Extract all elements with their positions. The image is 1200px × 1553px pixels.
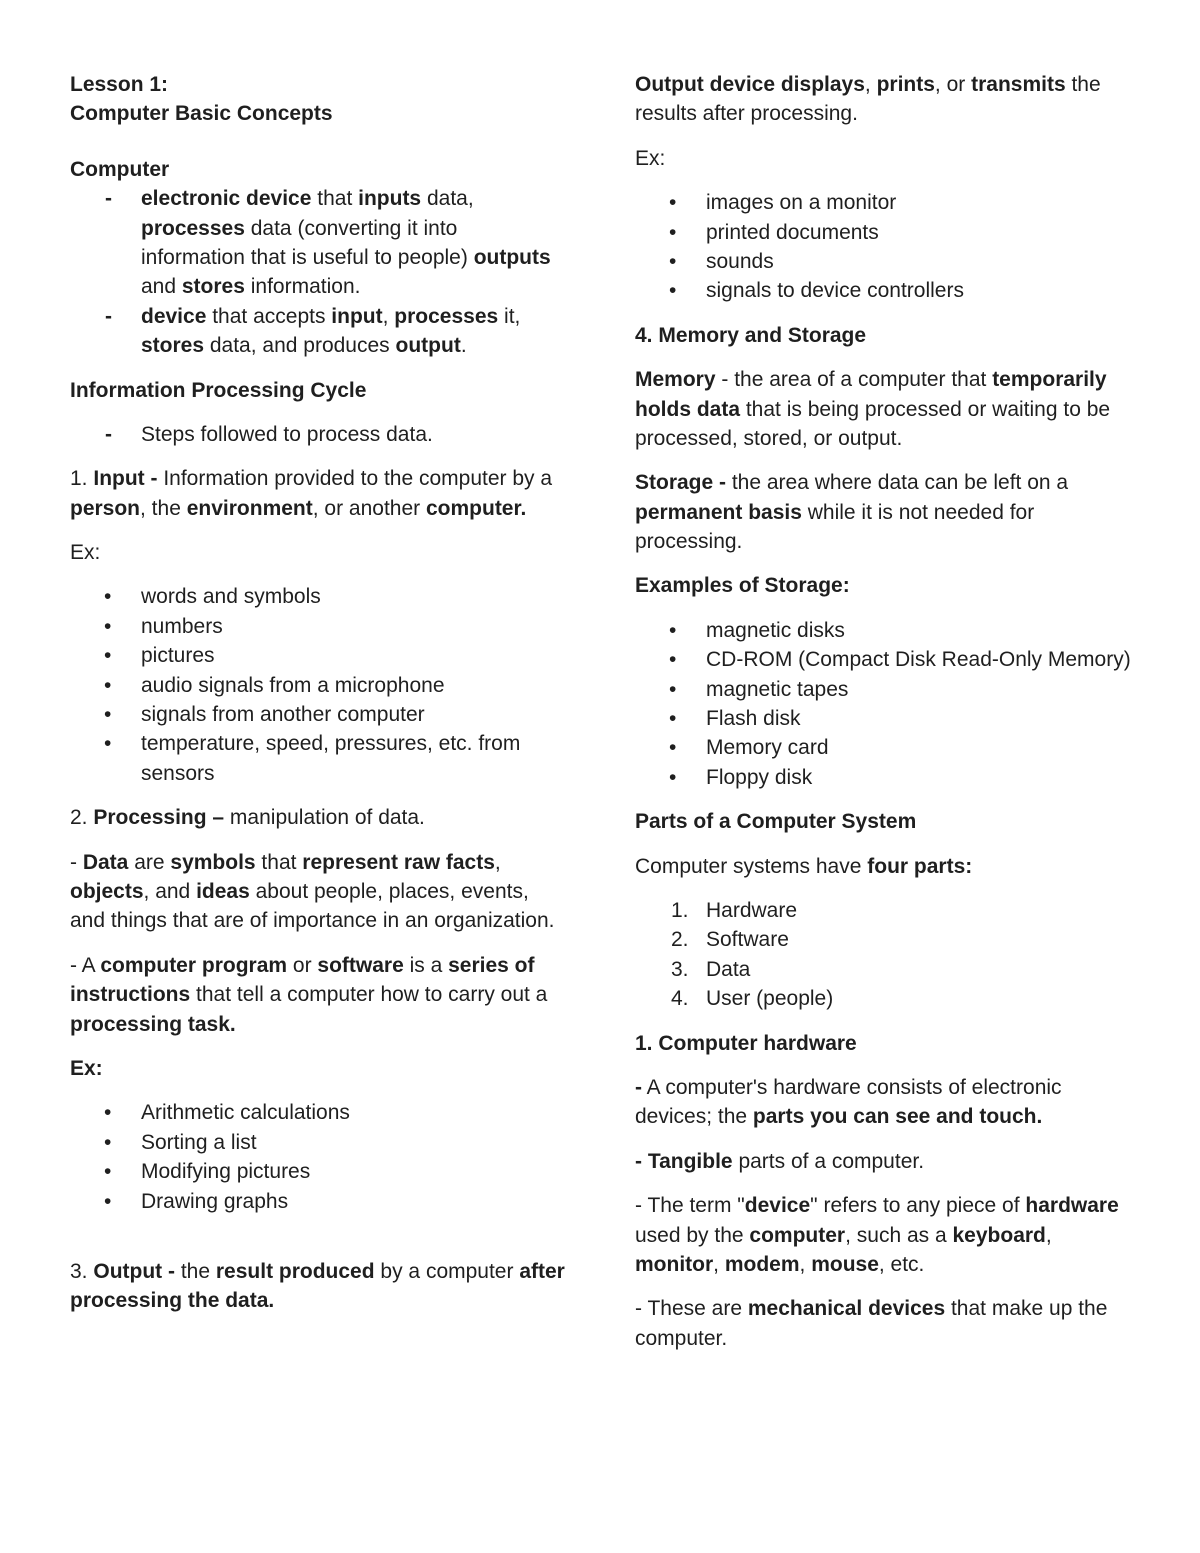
parts-heading: Parts of a Computer System (635, 810, 917, 834)
list-item: • magnetic tapes (669, 677, 849, 701)
memory-storage-heading: 4. Memory and Storage (635, 323, 867, 347)
ex-label: Ex: (635, 146, 666, 170)
list-item: • audio signals from a microphone (104, 673, 445, 697)
list-item: • words and symbols (104, 585, 321, 609)
ipc-steps (70, 420, 565, 449)
list-item: • pictures (104, 644, 215, 668)
memory-definition: Memory - the area of a computer that temporarily holds data that is being processed or waiting to be processed, stored, or output. (635, 368, 1111, 450)
storage-examples-list (635, 616, 1135, 792)
definition-item: - device that accepts input, processes it, stores data, and produces output. (105, 304, 521, 358)
list-item: • signals from another computer (104, 703, 425, 727)
list-item: • sounds (669, 249, 774, 273)
right-column (635, 70, 1135, 1368)
list-item: • numbers (104, 614, 223, 638)
data-definition: - Data are symbols that represent raw facts, objects, and ideas about people, places, events, and things that are of importance in an organization. (70, 850, 555, 933)
storage-examples-heading: Examples of Storage: (635, 574, 850, 598)
hardware-heading: 1. Computer hardware (635, 1031, 857, 1055)
page-title: Computer Basic Concepts (70, 102, 333, 126)
list-item: • Memory card (669, 736, 829, 760)
ipc-step: - Steps followed to process data. (105, 422, 433, 446)
list-item: • printed documents (669, 220, 879, 244)
hardware-paragraph: - These are mechanical devices that make up the computer. (635, 1297, 1108, 1350)
program-definition: - A computer program or software is a series of instructions that tell a computer how to carry out a processing task. (70, 953, 548, 1036)
list-item: • temperature, speed, pressures, etc. from sensors (104, 732, 521, 785)
spacer (70, 1231, 565, 1257)
storage-definition: Storage - the area where data can be left on a permanent basis while it is not needed for processing. (635, 471, 1069, 554)
hardware-paragraph: - Tangible parts of a computer. (635, 1149, 925, 1173)
list-item: • signals to device controllers (669, 279, 964, 303)
list-item: • magnetic disks (669, 618, 845, 642)
list-item: • Sorting a list (104, 1130, 257, 1154)
list-item: • Drawing graphs (104, 1189, 289, 1213)
input-examples-list (70, 582, 565, 788)
ex-label-bold: Ex: (70, 1056, 103, 1080)
list-item: • Modifying pictures (104, 1160, 311, 1184)
left-column (70, 70, 565, 1331)
output-display-paragraph: Output device displays, prints, or transmits the results after processing. (635, 73, 1101, 126)
computer-heading: Computer (70, 157, 170, 181)
definition-item: - electronic device that inputs data, processes data (converting it into information that is useful to people) outputs and stores information. (105, 187, 551, 299)
list-item: 2. Software (671, 928, 789, 952)
computer-definitions (70, 184, 565, 360)
ex-label: Ex: (70, 541, 101, 565)
processing-examples-list (70, 1098, 565, 1216)
hardware-paragraph: - The term "device" refers to any piece of hardware used by the computer, such as a keyboard, monitor, modem, mouse, etc. (635, 1194, 1119, 1276)
output-examples-list (635, 188, 1135, 306)
output-paragraph: 3. Output - the result produced by a computer after processing the data. (70, 1259, 565, 1313)
list-item: • Arithmetic calculations (104, 1101, 350, 1125)
list-item: • CD-ROM (Compact Disk Read-Only Memory) (669, 648, 1131, 672)
list-item: • Flash disk (669, 707, 801, 731)
list-item: • images on a monitor (669, 191, 897, 215)
list-item: 4. User (people) (671, 987, 834, 1011)
parts-intro: Computer systems have four parts: (635, 854, 973, 878)
list-item: 1. Hardware (671, 898, 798, 922)
ipc-heading: Information Processing Cycle (70, 378, 367, 402)
list-item: 3. Data (671, 957, 751, 981)
lesson-label: Lesson 1: (70, 73, 169, 96)
processing-paragraph: 2. Processing – manipulation of data. (70, 806, 425, 830)
list-item: • Floppy disk (669, 765, 813, 789)
parts-list (635, 896, 1135, 1014)
hardware-paragraph: - A computer's hardware consists of electronic devices; the parts you can see and touch. (635, 1075, 1062, 1129)
input-paragraph: 1. Input - Information provided to the computer by a person, the environment, or another computer. (70, 467, 553, 520)
